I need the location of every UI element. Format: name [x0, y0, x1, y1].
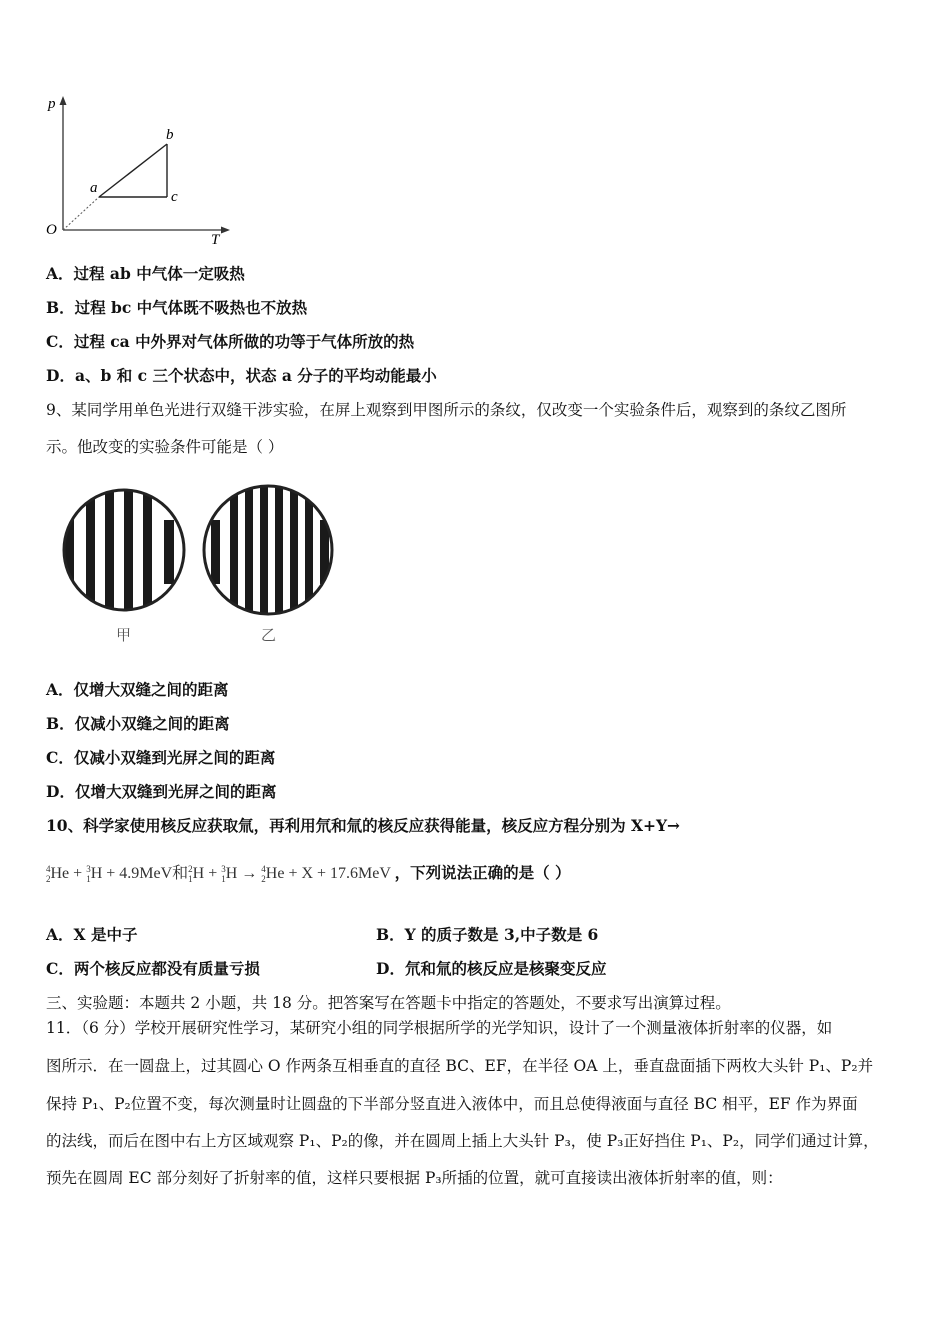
point-c-label: c — [171, 189, 178, 205]
formula-part1: He + — [50, 865, 83, 882]
q11-line5: 预先在圆周 EC 部分刻好了折射率的值，这样只要根据 P₃所插的位置，就可直接读出液体折射率的值，则： — [46, 1169, 783, 1187]
point-b-label: b — [166, 127, 174, 143]
formula-part3: H + — [192, 865, 218, 882]
origin-label: O — [46, 222, 57, 238]
section-3-heading: 三、实验题：本题共 2 小题，共 18 分。把答案写在答题卡中指定的答题处，不要求写出演算过程。 — [46, 994, 731, 1012]
q9-option-d: D．仅增大双缝到光屏之间的距离 — [46, 782, 277, 801]
q11-line4: 的法线，而后在图中右上方区域观察 P₁、P₂的像，并在圆周上插上大头针 P₃，使 P₃正好挡住 P₁、P₂，同学们通过计算， — [46, 1132, 879, 1150]
q9-option-b: B．仅减小双缝之间的距离 — [46, 714, 230, 733]
q9-option-a: A．仅增大双缝之间的距离 — [46, 680, 229, 699]
q10-option-c: C．两个核反应都没有质量亏损 — [46, 959, 260, 978]
q9-stem-line2: 示。他改变的实验条件可能是（ ） — [46, 438, 284, 456]
point-a-label: a — [90, 180, 98, 196]
q8-option-a: A．过程 ab 中气体一定吸热 — [46, 264, 245, 283]
q10-option-a: A．X 是中子 — [46, 925, 138, 944]
q10-stem: 10、科学家使用核反应获取氚，再利用氘和氚的核反应获得能量，核反应方程分别为 X+Y→ — [46, 816, 681, 835]
formula-tail: ，下列说法正确的是（ ） — [394, 863, 571, 882]
label-jia: 甲 — [116, 626, 132, 644]
fringes-jia — [64, 486, 174, 616]
q11-line2: 图所示．在一圆盘上，过其圆心 O 作两条互相垂直的直径 BC、EF，在半径 OA 上，垂直盘面插下两枚大头针 P₁、P₂并 — [46, 1057, 874, 1075]
q10-option-b: B．Y 的质子数是 3,中子数是 6 — [376, 925, 599, 944]
q11-line3: 保持 P₁、P₂位置不变，每次测量时让圆盘的下半部分竖直进入液体中，而且总使得液面与直径 BC 相平，EF 作为界面 — [46, 1095, 858, 1113]
q9-stem-line1: 9、某同学用单色光进行双缝干涉实验，在屏上观察到甲图所示的条纹，仅改变一个实验条件后，观察到的条纹乙图所 — [46, 401, 847, 419]
axis-t-label: T — [211, 232, 220, 248]
formula-part2: H + 4.9MeV和 — [90, 865, 189, 882]
q8-option-d: D．a、b 和 c 三个状态中，状态 a 分子的平均动能最小 — [46, 366, 437, 385]
label-yi: 乙 — [261, 626, 277, 644]
formula-part4: H → — [225, 865, 258, 882]
q8-option-c: C．过程 ca 中外界对气体所做的功等于气体所放的热 — [46, 332, 415, 351]
interference-fringes-figure — [46, 462, 346, 652]
nuclear-reaction-formula: 4 2He + 3 1H + 4.9MeV和2 1H + 3 1H → 4 2He + X + 17.6MeV ，下列说法正确的是（ ） — [46, 863, 571, 885]
formula-part5: He + X + 17.6MeV — [265, 865, 391, 882]
axis-p-label: p — [48, 96, 56, 112]
q10-option-d: D．氘和氚的核反应是核聚变反应 — [376, 959, 607, 978]
q11-line1: 11．（6 分）学校开展研究性学习，某研究小组的同学根据所学的光学知识，设计了一个测量液体折射率的仪器，如 — [46, 1019, 833, 1037]
q9-option-c: C．仅减小双缝到光屏之间的距离 — [46, 748, 276, 767]
q8-option-b: B．过程 bc 中气体既不吸热也不放热 — [46, 298, 308, 317]
p-t-graph — [40, 92, 240, 252]
